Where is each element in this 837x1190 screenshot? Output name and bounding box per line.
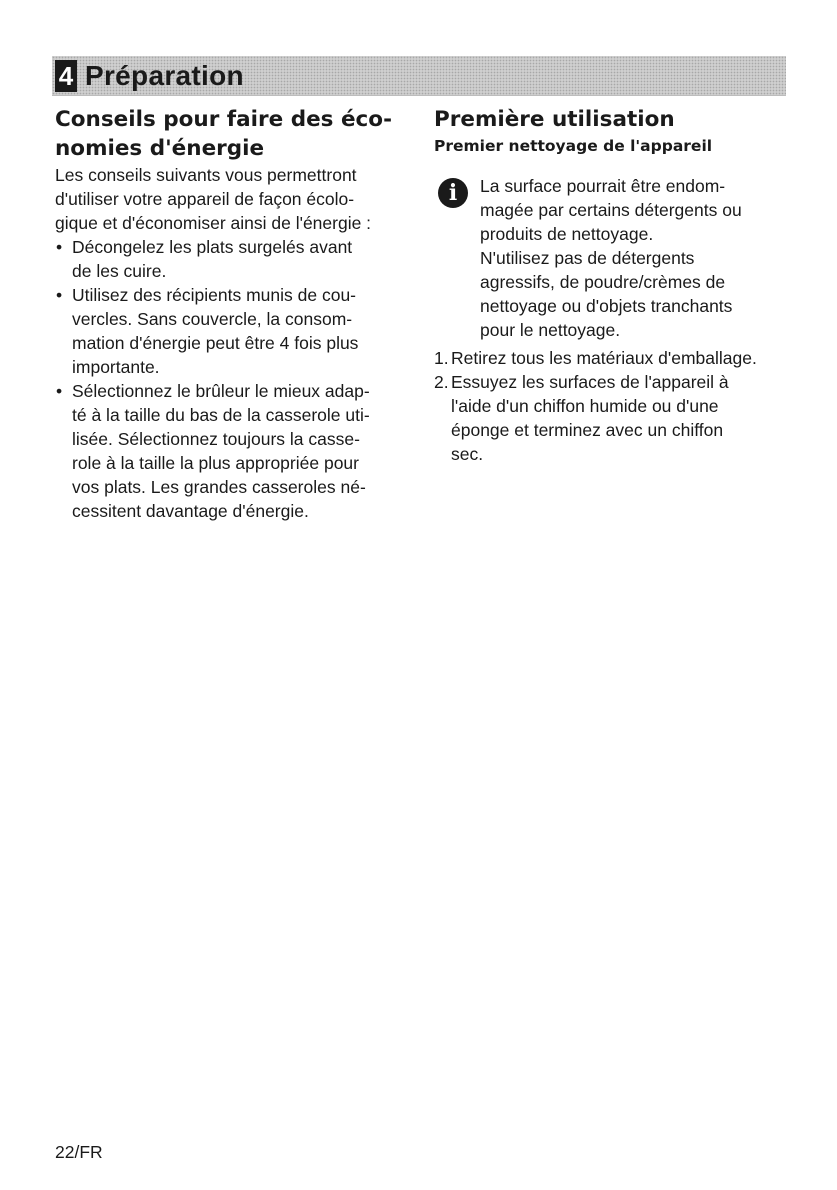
tip-line: role à la taille la plus appropriée pour [72,453,359,473]
intro-line: gique et d'économiser ainsi de l'énergie : [55,213,372,233]
tip-line: té à la taille du bas de la casserole uti- [72,405,370,425]
energy-tips-heading-line-1: Conseils pour faire des éco- [55,107,392,132]
cleaning-step-item [434,346,794,370]
intro-line: d'utiliser votre appareil de façon écolo- [55,189,355,209]
info-icon: i [438,178,468,208]
step-line: sec. [451,444,484,464]
cleaning-steps-list [434,346,794,466]
first-use-column [434,105,794,466]
tip-line: cessitent davantage d'énergie. [72,501,309,521]
energy-tip-item [55,235,420,283]
chapter-header-bar [52,56,786,96]
tip-line: Sélectionnez le brûleur le mieux adap- [72,381,370,401]
note-line: magée par certains détergents ou [480,200,742,220]
intro-line: Les conseils suivants vous permettront [55,165,357,185]
step-number: 2. [434,372,449,392]
tip-line: importante. [72,357,160,377]
note-line: produits de nettoyage. [480,224,654,244]
info-note-text [480,174,794,342]
step-number: 1. [434,348,449,368]
note-line: La surface pourrait être endom- [480,176,726,196]
energy-tips-column [55,105,420,523]
cleaning-step-item [434,370,794,466]
bullet-icon: • [56,381,63,401]
chapter-title: Préparation [85,60,244,91]
note-line: agressifs, de poudre/crèmes de [480,272,726,292]
note-line: N'utilisez pas de détergents [480,248,695,268]
tip-line: Utilisez des récipients munis de cou- [72,285,357,305]
note-line: nettoyage ou d'objets tranchants [480,296,733,316]
step-line: Retirez tous les matériaux d'emballage. [451,348,757,368]
energy-tips-heading-line-2: nomies d'énergie [55,136,265,161]
tip-line: vos plats. Les grandes casseroles né- [72,477,366,497]
step-line: éponge et terminez avec un chiffon [451,420,724,440]
bullet-icon: • [56,285,63,305]
tip-line: lisée. Sélectionnez toujours la casse- [72,429,360,449]
energy-tip-item [55,283,420,379]
bullet-icon: • [56,237,63,257]
energy-tips-list [55,235,420,523]
step-line: l'aide d'un chiffon humide ou d'une [451,396,719,416]
energy-tips-heading [55,105,420,163]
tip-line: mation d'énergie peut être 4 fois plus [72,333,359,353]
tip-line: de les cuire. [72,261,167,281]
note-line: pour le nettoyage. [480,320,621,340]
first-cleaning-subheading: Premier nettoyage de l'appareil [434,137,713,155]
chapter-number-badge: 4 [55,60,77,92]
energy-tip-item [55,379,420,523]
step-line: Essuyez les surfaces de l'appareil à [451,372,729,392]
first-use-heading: Première utilisation [434,107,675,132]
tip-line: vercles. Sans couvercle, la consom- [72,309,353,329]
page-number: 22/FR [55,1142,103,1162]
tip-line: Décongelez les plats surgelés avant [72,237,353,257]
info-note [434,174,794,342]
energy-tips-intro [55,163,420,235]
